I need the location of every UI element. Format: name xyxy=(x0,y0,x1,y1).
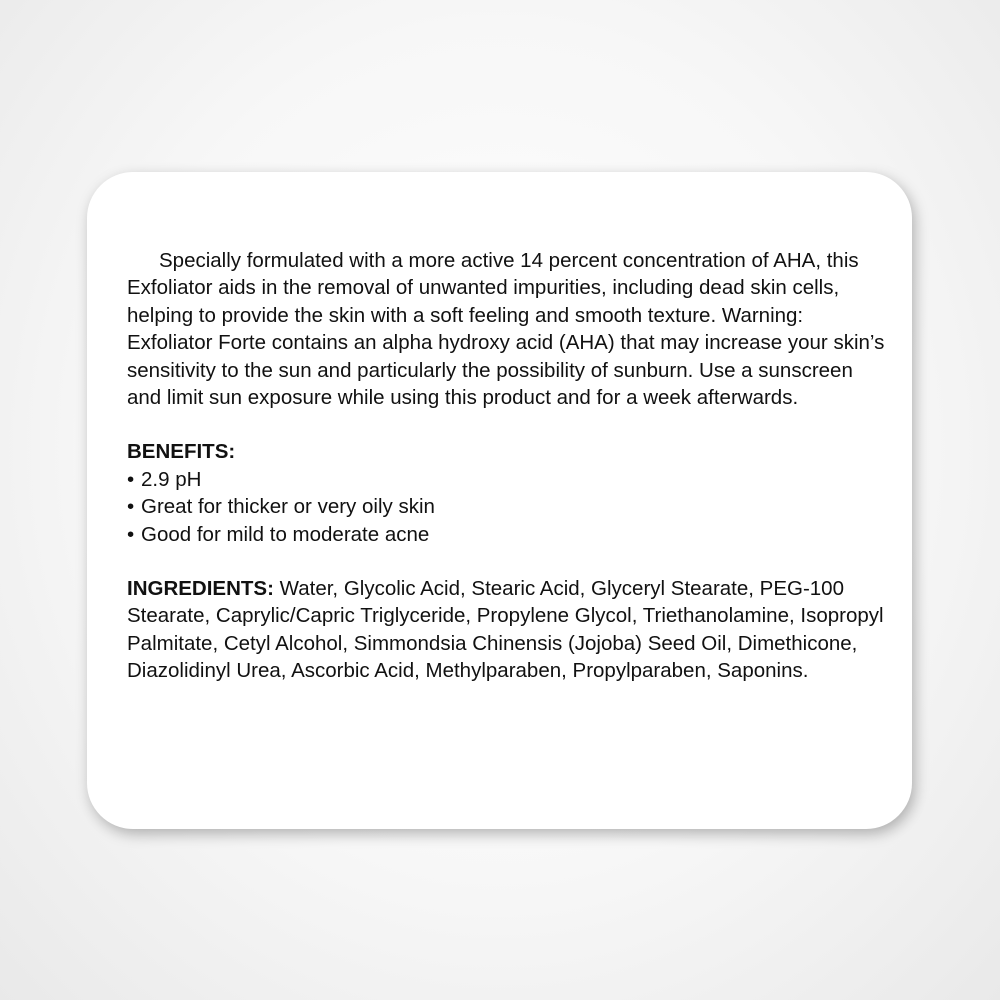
ingredients-paragraph xyxy=(127,575,887,685)
benefit-text: Great for thicker or very oily skin xyxy=(141,495,435,519)
product-label-card xyxy=(87,172,912,829)
list-item xyxy=(127,466,887,493)
label-content xyxy=(127,247,887,685)
list-item xyxy=(127,521,887,548)
ingredients-label: INGREDIENTS: xyxy=(127,577,274,601)
bullet-icon: • xyxy=(127,522,135,546)
bullet-icon: • xyxy=(127,495,135,519)
product-description: Specially formulated with a more active 14 percent concentration of AHA, this Exfoliator aids in the removal of unwanted impurities, including dead skin cells, helping to provide the skin with a soft feeling and smooth texture. Warning: Exfoliator Forte contains an alpha hydroxy acid (AHA) that may increase your skin’s sensitivity to the sun and particularly the possibility of sunburn. Use a sunscreen and limit sun exposure while using this product and for a week afterwards. xyxy=(127,249,885,410)
benefit-text: Good for mild to moderate acne xyxy=(141,522,430,546)
benefits-section xyxy=(127,438,887,548)
list-item xyxy=(127,493,887,520)
benefits-heading: BENEFITS: xyxy=(127,440,236,464)
ingredients-text: Water, Glycolic Acid, Stearic Acid, Glyceryl Stearate, PEG-100 Stearate, Caprylic/Capric Triglyceride, Propylene Glycol, Triethanolamine, Isopropyl Palmitate, Cetyl Alcohol, Simmondsia Chinensis (Jojoba) Seed Oil, Dimethicone, Diazolidinyl Urea, Ascorbic Acid, Methylparaben, Propylparaben, Saponins. xyxy=(127,577,884,683)
benefit-text: 2.9 pH xyxy=(141,467,202,491)
ingredients-section xyxy=(127,575,887,685)
benefits-list xyxy=(127,466,887,548)
bullet-icon: • xyxy=(127,467,135,491)
